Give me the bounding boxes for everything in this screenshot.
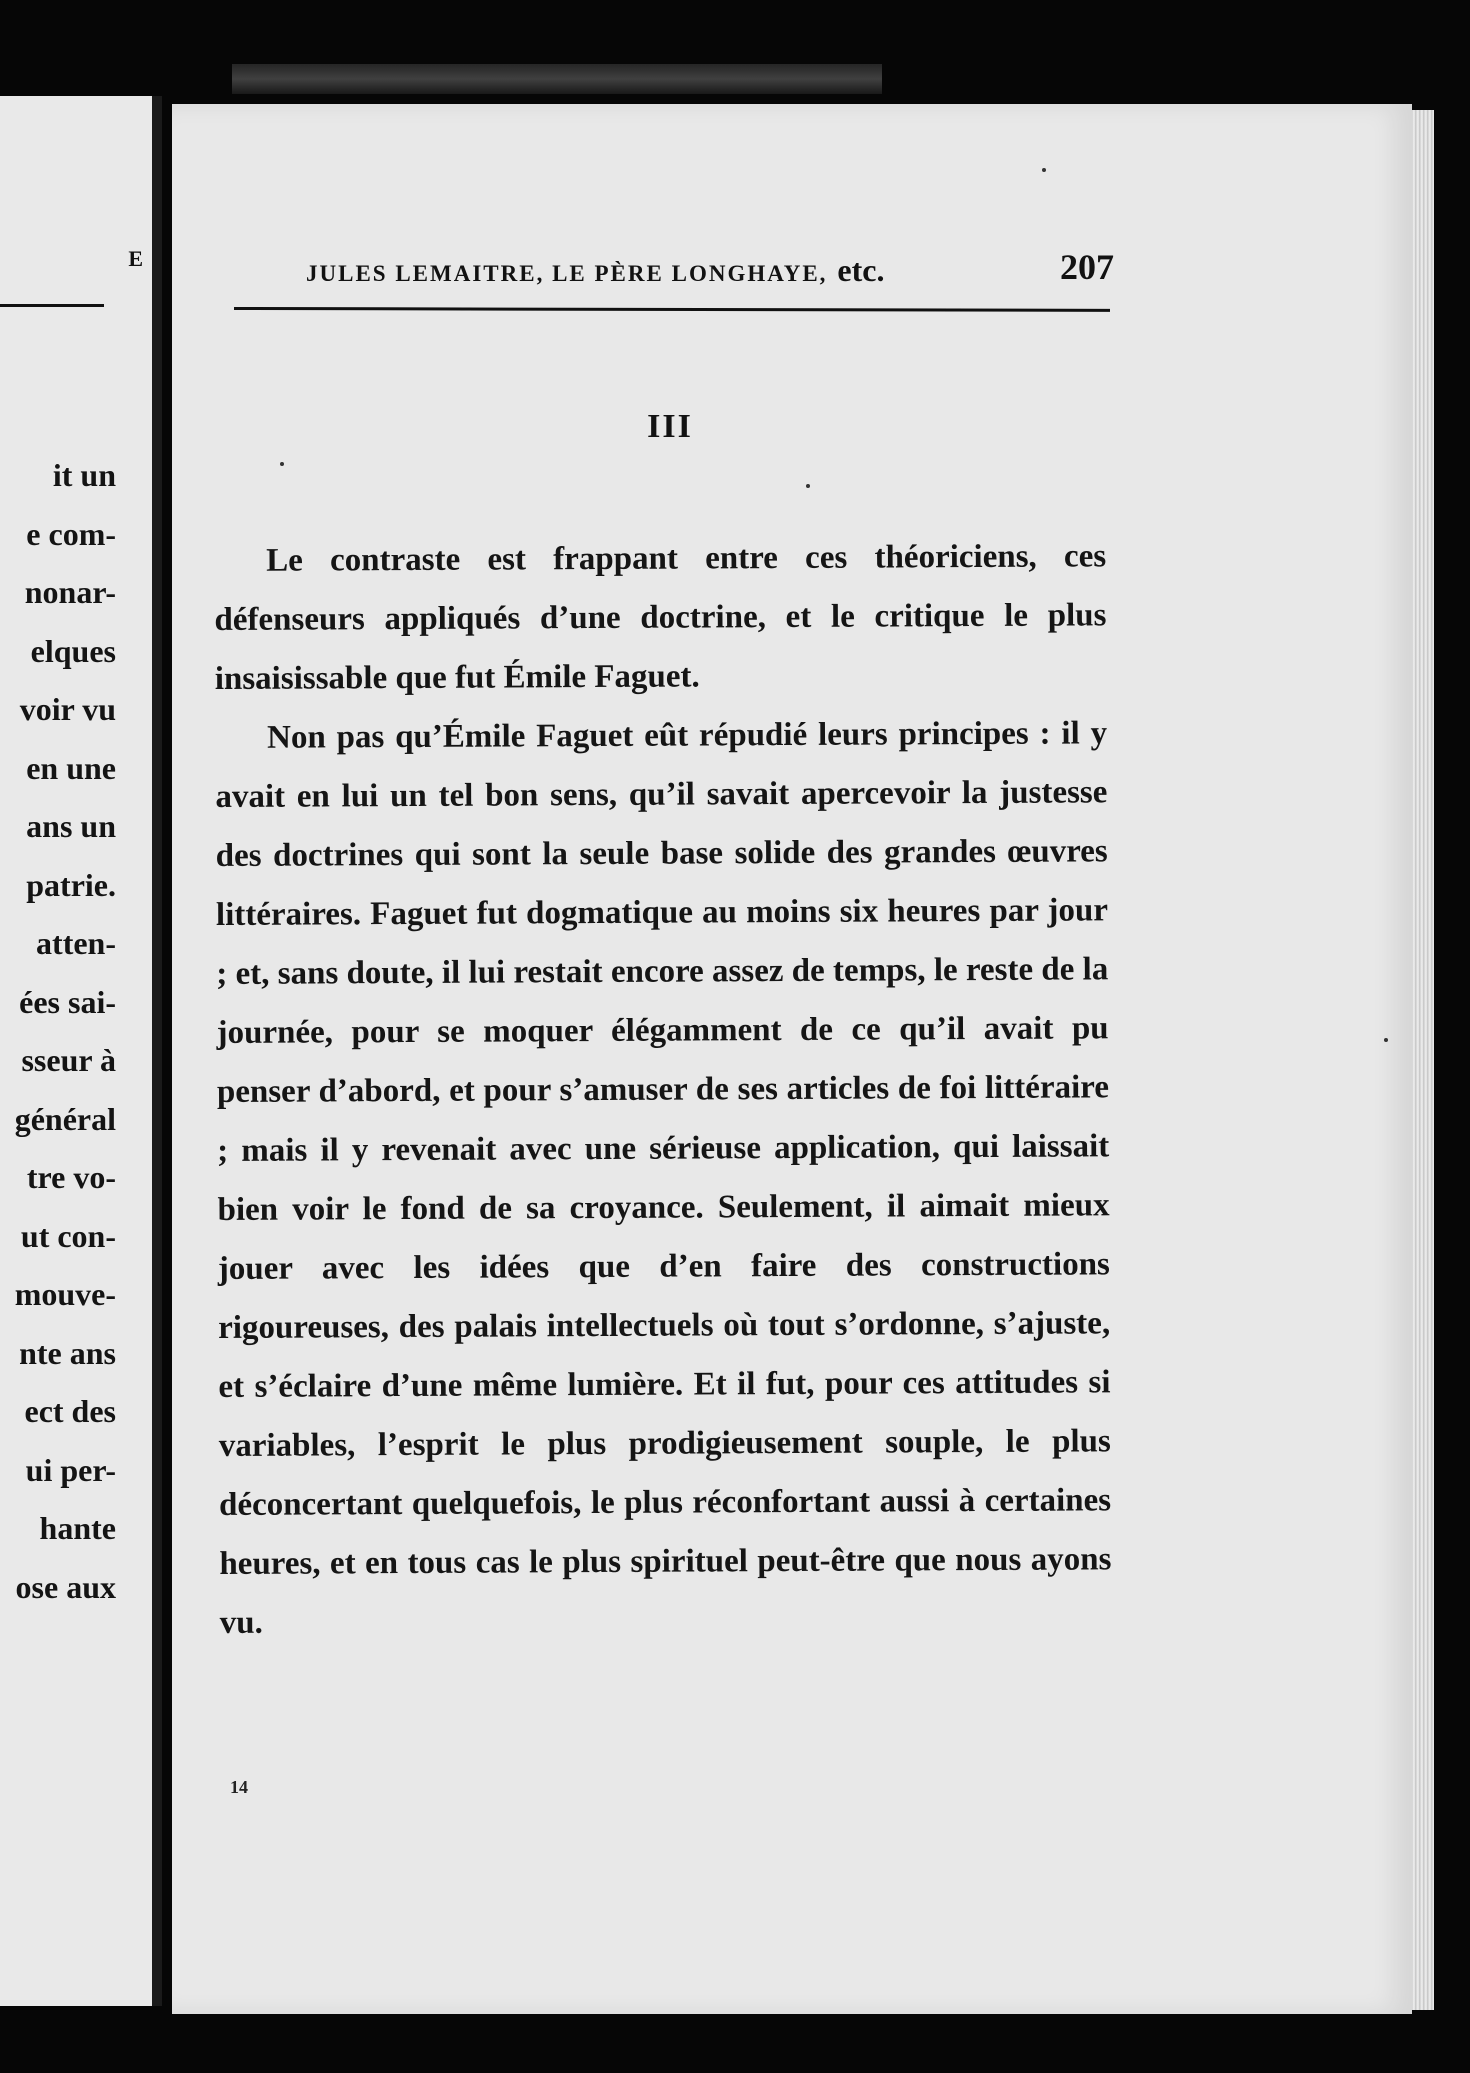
running-head-title: JULES LEMAITRE, LE PÈRE LONGHAYE, [306, 261, 828, 286]
scan-top-edge [232, 64, 882, 94]
text-line: it un [52, 457, 116, 493]
text-line: ut con- [20, 1217, 116, 1254]
text-line: nte ans [19, 1334, 116, 1371]
text-line: ées sai- [19, 983, 116, 1020]
running-head [306, 247, 1114, 289]
dust-speck [280, 462, 284, 466]
facing-page-header: E [128, 246, 144, 271]
text-line: tre vo- [26, 1159, 116, 1195]
dust-speck [806, 484, 810, 488]
text-line: ans un [26, 808, 116, 844]
text-line: elques [30, 632, 116, 669]
text-line: ui per- [25, 1451, 116, 1488]
text-line: ect des [24, 1393, 116, 1429]
text-line: général [14, 1100, 116, 1137]
text-line: en une [26, 749, 116, 786]
section-heading: III [647, 408, 693, 445]
text-line: atten- [36, 925, 116, 961]
text-line: patrie. [26, 866, 116, 903]
text-line: ose aux [15, 1568, 116, 1605]
text-line: voir vu [19, 691, 116, 727]
text-line: hante [39, 1510, 116, 1546]
body-text [214, 527, 1112, 1653]
text-line: sseur à [21, 1042, 116, 1078]
text-line: nonar- [24, 574, 116, 610]
paragraph: Non pas qu’Émile Faguet eût répudié leurs principes : il y avait en lui un tel bon sens, qu’il savait apercevoir la justesse des doctrines qui sont la seule base solide des grandes œuvres littéraires. Faguet fut dogmatique au moins six heures par jour ; et, sans doute, il lui restait encore assez de temps, le reste de la journée, pour se moquer élégamment de ce qu’il avait pu penser d’abord, et pour s’amuser de ses articles de foi littéraire ; mais il y revenait avec une sérieuse application, qui laissait bien voir le fond de sa croyance. Seulement, il aimait mieux jouer avec les idées que d’en faire des constructions rigoureuses, des palais intellectuels où tout s’ordonne, s’ajuste, et s’éclaire d’une même lumière. Et il fut, pour ces attitudes si variables, l’esprit le plus prodigieusement souple, le plus déconcertant quelquefois, le plus réconfortant aussi à certaines heures, et en tous cas le plus spirituel peut-être que nous ayons vu. [215, 715, 1112, 1641]
dust-speck [1384, 1038, 1388, 1042]
facing-page-text [0, 446, 116, 1616]
dust-speck [1042, 168, 1046, 172]
facing-page-rule [0, 304, 104, 307]
paragraph: Le contraste est frappant entre ces théoriciens, ces défenseurs appliqués d’une doctrine, et le critique le plus insaisissable que fut Émile Faguet. [214, 538, 1107, 697]
facing-page-left [0, 96, 162, 2006]
text-line: e com- [26, 515, 116, 552]
page-number: 207 [1060, 247, 1114, 287]
text-line: mouve- [14, 1276, 116, 1312]
signature-mark: 14 [230, 1777, 248, 1797]
page-stack-edge [1412, 110, 1434, 2010]
running-head-etc: etc. [837, 252, 885, 288]
